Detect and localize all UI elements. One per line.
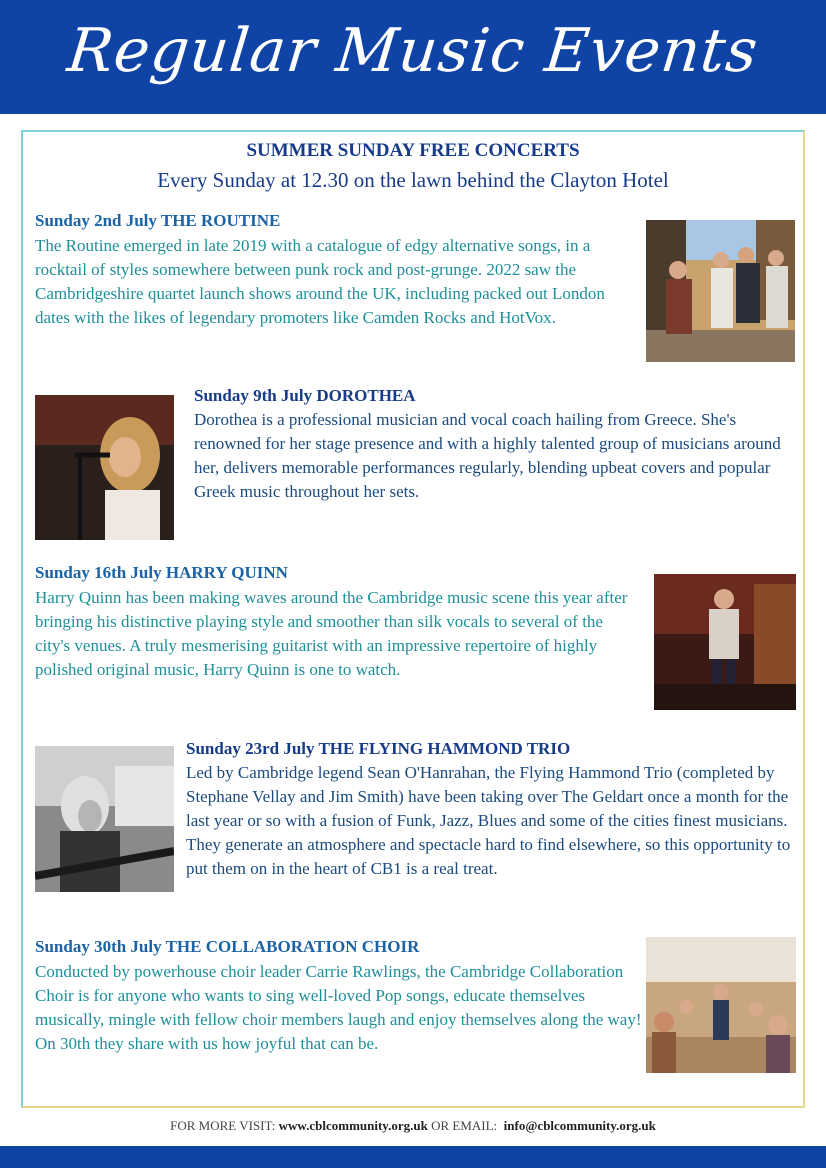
event-date: Sunday 16th July <box>35 563 162 582</box>
top-banner <box>0 0 826 114</box>
event-date: Sunday 2nd July <box>35 211 157 230</box>
footer-website-link[interactable]: www.cblcommunity.org.uk <box>278 1118 428 1133</box>
performer-photo-harry-quinn <box>654 574 796 710</box>
event-description-dorothea: Dorothea is a professional musician and vocal coach hailing from Greece. She's renowned for her stage presence and with a highly talented group of musicians around her, delivers memorable performances regularly, blending upbeat covers and popular Greek music throughout her sets. <box>194 410 781 501</box>
footer-email-link[interactable]: info@cblcommunity.org.uk <box>503 1118 656 1133</box>
event-description-harry-quinn: Harry Quinn has been making waves around the Cambridge music scene this year after bringing his distinctive playing style and smoother than silk vocals to several of the city's venues. A truly mesmerising guitarist with an impressive repertoire of highly polished original music, Harry Quinn is one to watch. <box>35 588 628 679</box>
singer-photo-dorothea <box>35 395 174 540</box>
event-name: THE COLLABORATION CHOIR <box>165 937 420 956</box>
musician-photo-flying-hammond-trio <box>35 746 174 892</box>
event-description-collaboration-choir: Conducted by powerhouse choir leader Carrie Rawlings, the Cambridge Collaboration Choir is for anyone who wants to sing well-loved Pop songs, educate themselves musically, mingle with fellow choir members laugh and enjoy themselves along the way! On 30th they share with us how joyful that can be. <box>35 962 642 1053</box>
event-description-routine: The Routine emerged in late 2019 with a catalogue of edgy alternative songs, in a rocktail of styles somewhere between punk rock and post-grunge. 2022 saw the Cambridgeshire quartet launch shows around the UK, including packed out London dates with the likes of legendary promoters like Camden Rocks and HotVox. <box>35 236 605 327</box>
event-name: DOROTHEA <box>316 386 416 405</box>
event-name: HARRY QUINN <box>165 563 288 582</box>
event-date: Sunday 23rd July <box>186 739 315 758</box>
band-photo-routine <box>646 220 795 362</box>
banner-title: Regular Music Events <box>64 16 762 86</box>
footer-contact <box>0 1118 826 1134</box>
event-description-flying-hammond-trio: Led by Cambridge legend Sean O'Hanrahan, the Flying Hammond Trio (completed by Stephane Vellay and Jim Smith) have been taking over The Geldart once a month for the last year or so with a fusion of Funk, Jazz, Blues and some of the cities finest musicians. They generate an atmosphere and spectacle hard to find elsewhere, so this opportunity to put them on in the heart of CB1 is a real treat. <box>186 763 791 878</box>
event-title-collaboration-choir <box>35 937 419 957</box>
page-subheading: Every Sunday at 12.30 on the lawn behind the Clayton Hotel <box>157 168 669 192</box>
event-name: THE ROUTINE <box>160 211 281 230</box>
event-title-harry-quinn <box>35 563 288 583</box>
event-title-dorothea <box>194 386 416 406</box>
event-title-routine <box>35 211 280 231</box>
footer-email-label: OR EMAIL: <box>431 1118 498 1133</box>
page-heading: SUMMER SUNDAY FREE CONCERTS <box>246 140 580 161</box>
event-title-flying-hammond-trio <box>186 739 570 759</box>
event-date: Sunday 9th July <box>194 386 313 405</box>
event-date: Sunday 30th July <box>35 937 162 956</box>
footer-visit-label: FOR MORE VISIT: <box>170 1118 276 1133</box>
event-name: THE FLYING HAMMOND TRIO <box>318 739 571 758</box>
bottom-bar <box>0 1146 826 1168</box>
choir-photo-collaboration-choir <box>646 937 796 1073</box>
